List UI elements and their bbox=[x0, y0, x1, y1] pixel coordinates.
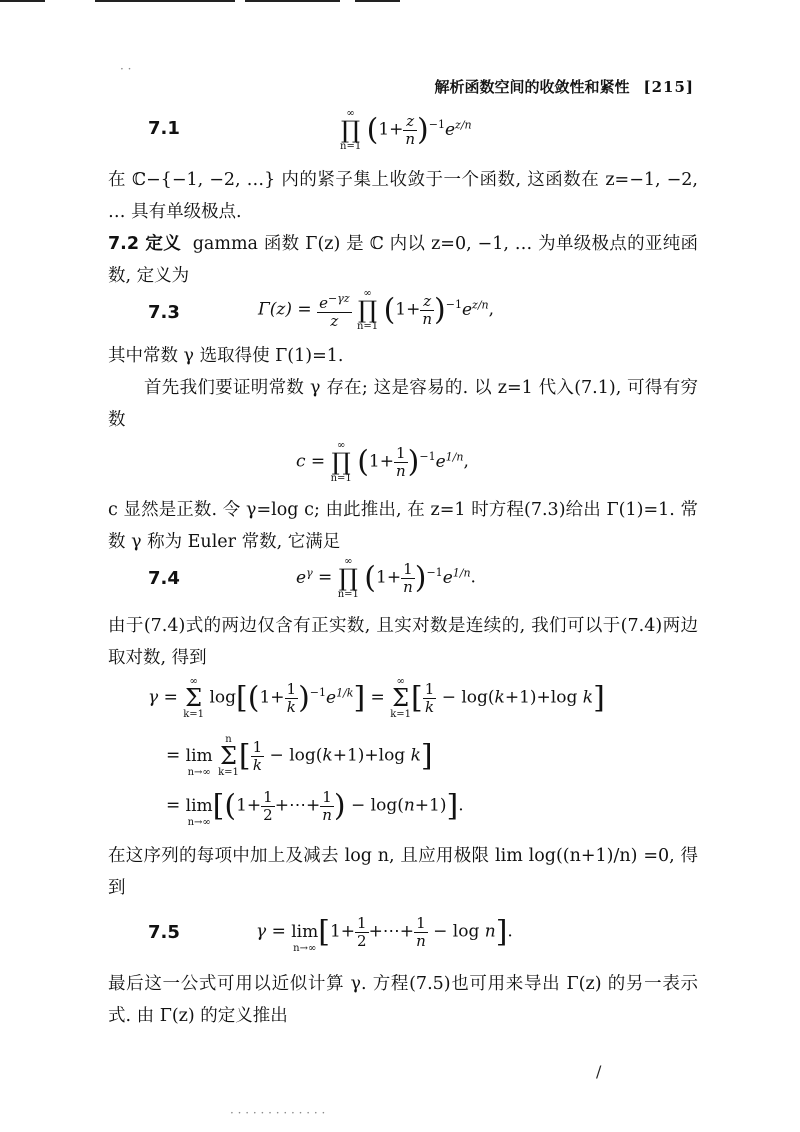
top-rule bbox=[95, 0, 235, 2]
scan-dots: · · · · · · · · · · · · · bbox=[230, 1106, 326, 1120]
top-rule bbox=[0, 0, 45, 2]
equation-label: 7.1 bbox=[148, 118, 180, 139]
paragraph: 首先我们要证明常数 γ 存在; 这是容易的. 以 z=1 代入(7.1), 可得有穷数 bbox=[108, 378, 698, 430]
definition-text: gamma 函数 Γ(z) 是 ℂ 内以 z=0, −1, … 为单级极点的亚纯函数, 定义为 bbox=[108, 234, 698, 286]
paragraph: 在 ℂ−{−1, −2, …} 内的紧子集上收敛于一个函数, 这函数在 z=−1, −2, … 具有单级极点. bbox=[108, 170, 698, 222]
paragraph: 由于(7.4)式的两边仅含有正实数, 且实对数是连续的, 我们可以于(7.4)两边取对数, 得到 bbox=[108, 616, 698, 668]
paragraph: 其中常数 γ 选取得使 Γ(1)=1. bbox=[108, 346, 344, 366]
paragraph: c 显然是正数. 令 γ=log c; 由此推出, 在 z=1 时方程(7.3)给出 Γ(1)=1. 常数 γ 称为 Euler 常数, 它满足 bbox=[108, 500, 698, 552]
scan-dots: · · bbox=[120, 62, 132, 76]
equation-7-5: γ = lim n→∞[1+ $\frac{1}{2}$ +⋯+ $\frac{1}{n}$ − log n]. bbox=[256, 913, 513, 954]
definition-label: 7.2 定义 bbox=[108, 234, 181, 254]
paragraph: 在这序列的每项中加上及减去 log n, 且应用极限 lim log((n+1)/n) =0, 得到 bbox=[108, 846, 698, 898]
equation-label: 7.5 bbox=[148, 922, 180, 943]
header-title: 解析函数空间的收敛性和紧性 bbox=[434, 78, 630, 96]
page-number: [215] bbox=[643, 78, 694, 96]
top-rule bbox=[355, 0, 400, 2]
paragraph: 最后这一公式可用以近似计算 γ. 方程(7.5)也可用来导出 Γ(z) 的另一表示式. 由 Γ(z) 的定义推出 bbox=[108, 974, 698, 1026]
top-rule bbox=[245, 0, 340, 2]
equation-label: 7.4 bbox=[148, 568, 180, 589]
equation-label: 7.3 bbox=[148, 302, 180, 323]
equation-7-3: Γ(z) = $\frac{e^{-\gamma z}}{z}$ ∞ ∏ n=1 (1+ $\frac{z}{n}$ )$^{-1}e^{z/n}$, bbox=[258, 288, 495, 332]
equation-gamma-lim1: = lim n→∞ n Σ k=1[ $\frac{1}{k}$ − log(k+1)+log k] bbox=[166, 734, 433, 778]
paragraph-definition bbox=[108, 228, 698, 292]
equation-gamma-lim2: = lim n→∞[(1+ $\frac{1}{2}$ +⋯+ $\frac{1}{n}$ ) − log(n+1)]. bbox=[166, 787, 464, 828]
equation-7-4: $e^\gamma$ = ∞ ∏ n=1 (1+ $\frac{1}{n}$ )$^{-1}e^{1/n}$. bbox=[296, 556, 476, 600]
equation-7-1: ∞ ∏ n=1 (1+ $\frac{z}{n}$ )$^{-1}e^{z/n}$ bbox=[340, 108, 472, 152]
equation-c: c = ∞ ∏ n=1 (1+ $\frac{1}{n}$ )$^{-1}e^{1/n}$, bbox=[296, 440, 469, 484]
running-header bbox=[0, 76, 694, 97]
scan-mark: / bbox=[596, 1062, 602, 1081]
equation-gamma-sum: γ = ∞ Σ k=1 log[(1+ $\frac{1}{k}$ )$^{-1}e^{1/k}$] = ∞ Σ k=1[ $\frac{1}{k}$ − log(k+1)+log k] bbox=[148, 676, 605, 720]
